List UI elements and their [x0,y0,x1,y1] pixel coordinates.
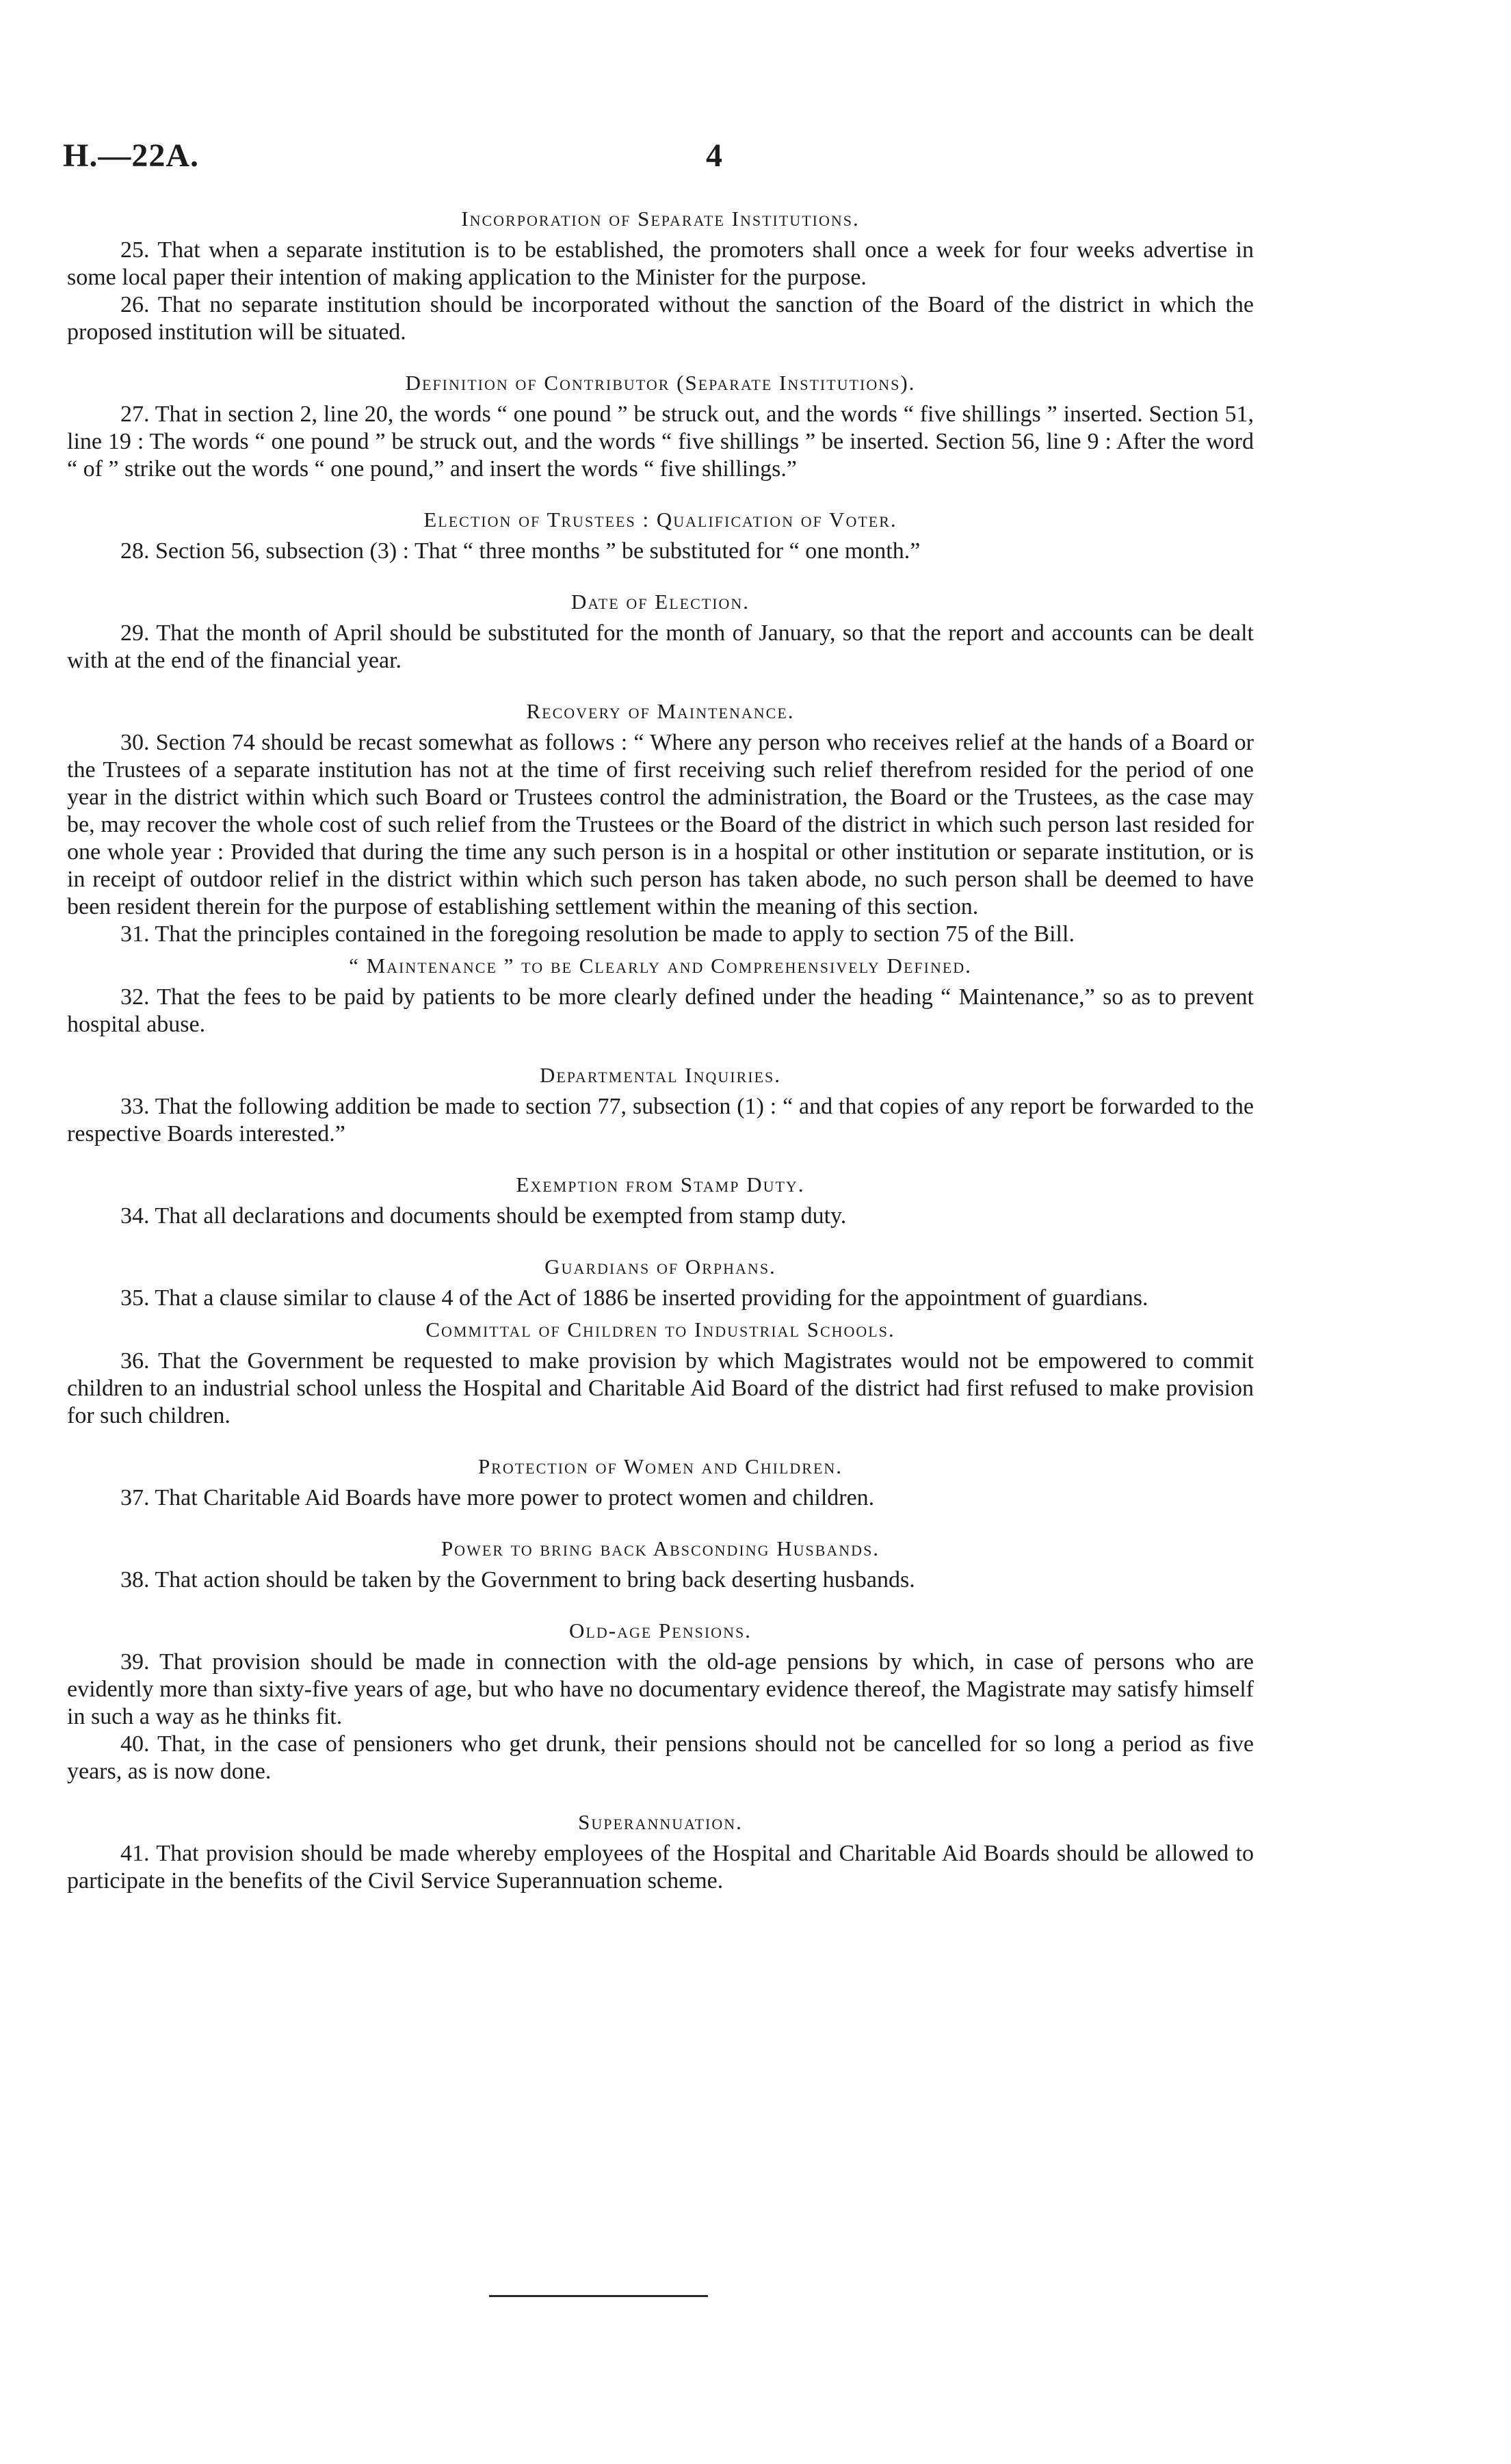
section-heading: Exemption from Stamp Duty. [516,1172,805,1196]
section-recovery-of-maintenance [67,698,1254,948]
resolution-38: 38. That action should be taken by the Government to bring back deserting husbands. [120,1567,915,1593]
resolution-35: 35. That a clause similar to clause 4 of the Act of 1886 be inserted providing for the appointment of guardians. [120,1285,1148,1311]
section-incorporation [67,205,1254,346]
section-superannuation [67,1809,1254,1895]
section-heading: Election of Trustees : Qualification of Voter. [423,508,897,532]
document-reference: H.—22A. [63,137,199,174]
section-heading: Committal of Children to Industrial Schools. [425,1318,895,1341]
resolution-26: 26. That no separate institution should be incorporated without the sanction of the Board of the district in which the proposed institution will be situated. [67,292,1254,345]
section-maintenance-defined [67,952,1254,1038]
section-definition-of-contributor [67,369,1254,483]
resolution-33: 33. That the following addition be made to section 77, subsection (1) : “ and that copies of any report be forwarded to the respective Boards interested.” [67,1094,1254,1146]
section-departmental-inquiries [67,1062,1254,1148]
resolution-36: 36. That the Government be requested to make provision by which Magistrates would not be empowered to commit children to an industrial school unless the Hospital and Charitable Aid Board of the district had first refused to make provision for such children. [67,1348,1254,1428]
section-heading: Protection of Women and Children. [477,1454,843,1478]
section-heading: “ Maintenance ” to be Clearly and Comprehensively Defined. [349,954,972,978]
section-election-of-trustees [67,506,1254,565]
section-date-of-election [67,588,1254,674]
resolution-27: 27. That in section 2, line 20, the words “ one pound ” be struck out, and the words “ five shillings ” inserted. Section 51, line 19 : The words “ one pound ” be struck out, and the words “ five shillings ” be inserted. Section 56, line 9 : After the word “ of ” strike out the words “ one pound,” and insert the words “ five shillings.” [67,402,1254,482]
closing-rule [489,2295,708,2297]
resolution-30: 30. Section 74 should be recast somewhat as follows : “ Where any person who receives relief at the hands of a Board or the Trustees of a separate institution has not at the time of first receiving such relief therefrom resided for the period of one year in the district within which such Board or Trustees control the administration, the Board or the Trustees, as the case may be, may recover the whole cost of such relief from the Trustees or the Board of the district in which such person last resided for one whole year : Provided that during the time any such person is in a hospital or other institution or separate institution, or is in receipt of outdoor relief in the district within which such person has taken abode, no such person shall be deemed to have been resident therein for the purpose of establishing settlement within the meaning of this section. [67,730,1254,919]
section-absconding-husbands [67,1535,1254,1594]
resolution-34: 34. That all declarations and documents should be exempted from stamp duty. [120,1203,847,1229]
page-number: 4 [706,137,722,174]
section-heading: Old-age Pensions. [569,1618,752,1642]
section-guardians-of-orphans [67,1253,1254,1312]
resolution-28: 28. Section 56, subsection (3) : That “ three months ” be substituted for “ one month.” [120,538,921,564]
section-heading: Recovery of Maintenance. [526,699,795,723]
section-protection-of-women [67,1453,1254,1512]
section-heading: Incorporation of Separate Institutions. [461,207,860,231]
section-committal-of-children [67,1316,1254,1430]
section-stamp-duty [67,1171,1254,1230]
section-heading: Date of Election. [570,590,750,614]
section-heading: Guardians of Orphans. [544,1255,776,1279]
page-header [63,137,1322,185]
section-heading: Superannuation. [578,1810,743,1834]
resolution-37: 37. That Charitable Aid Boards have more power to protect women and children. [120,1485,875,1510]
resolution-32: 32. That the fees to be paid by patients to be more clearly defined under the heading “ Maintenance,” so as to prevent hospital abuse. [67,984,1254,1037]
resolution-29: 29. That the month of April should be substituted for the month of January, so that the report and accounts can be dealt with at the end of the financial year. [67,620,1254,673]
resolution-25: 25. That when a separate institution is to be established, the promoters shall once a week for four weeks advertise in some local paper their intention of making application to the Minister for the purpose. [67,237,1254,290]
resolution-31: 31. That the principles contained in the foregoing resolution be made to apply to section 75 of the Bill. [120,921,1075,947]
resolution-39: 39. That provision should be made in connection with the old-age pensions by which, in case of persons who are evidently more than sixty-five years of age, but who have no documentary evidence thereof, the Magistrate may satisfy himself in such a way as he thinks fit. [67,1649,1254,1729]
section-heading: Power to bring back Absconding Husbands. [441,1536,880,1560]
section-heading: Definition of Contributor (Separate Institutions). [405,371,916,395]
document-body [67,205,1254,1918]
resolution-41: 41. That provision should be made whereby employees of the Hospital and Charitable Aid Boards should be allowed to participate in the benefits of the Civil Service Superannuation scheme. [67,1841,1254,1893]
resolution-40: 40. That, in the case of pensioners who get drunk, their pensions should not be cancelled for so long a period as five years, as is now done. [67,1731,1254,1784]
section-heading: Departmental Inquiries. [539,1063,782,1087]
section-old-age-pensions [67,1617,1254,1785]
